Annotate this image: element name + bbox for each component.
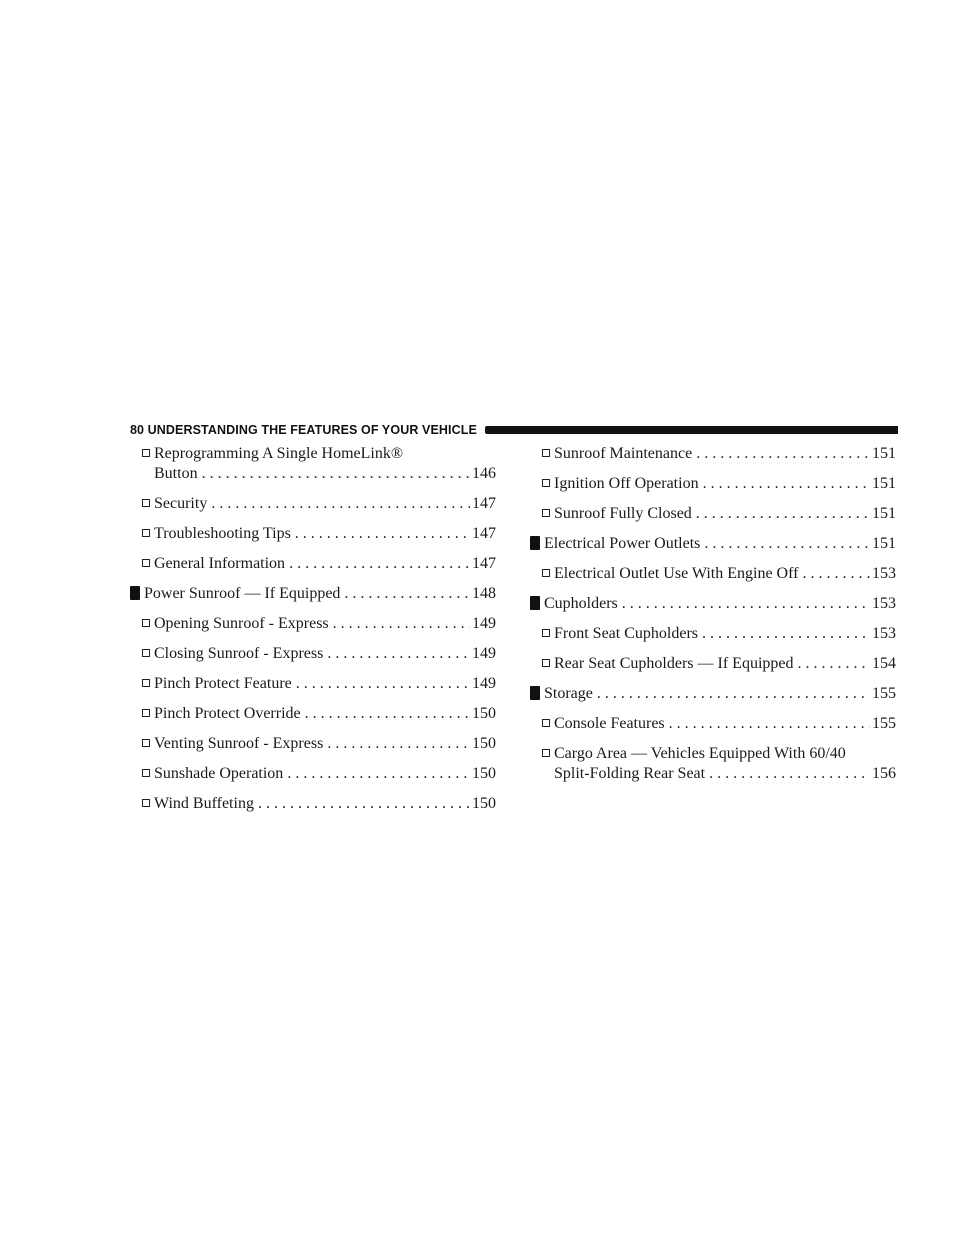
toc-entry-label: General Information [154,555,286,572]
toc-entry-body [544,534,896,554]
toc-entry[interactable] [130,444,496,484]
toc-entry-line [154,464,496,484]
toc-entry-label: Security [154,495,208,512]
page-header-text: 80 UNDERSTANDING THE FEATURES OF YOUR VEHICLE [130,423,477,437]
toc-page-number: 153 [872,625,896,642]
toc-entry-label: Pinch Protect Override [154,705,301,722]
toc-dot-leader [702,624,870,644]
solid-square-bullet-icon [530,596,540,610]
toc-dot-leader [802,564,870,584]
toc-entry-line [554,764,896,784]
toc-page-number: 150 [472,795,496,812]
toc-entry-label: Troubleshooting Tips [154,525,291,542]
toc-entry-label: Opening Sunroof - Express [154,615,329,632]
toc-entry-line [554,564,896,584]
toc-dot-leader [696,444,870,464]
toc-entry-label: Sunroof Maintenance [554,445,693,462]
toc-entry-label: Rear Seat Cupholders — If Equipped [554,655,794,672]
toc-entry-line [154,734,496,754]
toc-entry-line [154,614,496,634]
toc-entry-body [544,594,896,614]
toc-entry-body [554,474,896,494]
toc-page-number: 147 [472,495,496,512]
toc-entry-line [154,794,496,814]
toc-entry[interactable] [130,704,496,724]
toc-entry-label: Split-Folding Rear Seat [554,765,706,782]
toc-entry-body [154,674,496,694]
toc-page-number: 156 [872,765,896,782]
toc-dot-leader [305,704,470,724]
toc-dot-leader [296,674,470,694]
toc-page-number: 151 [872,505,896,522]
toc-entry-label: Venting Sunroof - Express [154,735,324,752]
toc-page-number: 155 [872,685,896,702]
toc-entry-label: Power Sunroof — If Equipped [144,585,341,602]
toc-page-number: 151 [872,535,896,552]
toc-entry-body [554,654,896,674]
toc-entry-label: Sunroof Fully Closed [554,505,692,522]
toc-entry-label: Button [154,465,198,482]
toc-dot-leader [696,504,870,524]
hollow-square-bullet-icon [542,509,550,517]
toc-entry-line [154,764,496,784]
toc-entry-line [554,744,896,764]
hollow-square-bullet-icon [542,719,550,727]
toc-entry-body [154,644,496,664]
toc-dot-leader [703,474,870,494]
toc-page-number: 153 [872,565,896,582]
hollow-square-bullet-icon [142,499,150,507]
hollow-square-bullet-icon [142,799,150,807]
header-rule-bar [485,426,898,434]
toc-dot-leader [211,494,470,514]
toc-page-number: 151 [872,475,896,492]
toc-entry-body [544,684,896,704]
toc-page-number: 150 [472,735,496,752]
toc-entry[interactable] [530,474,896,494]
hollow-square-bullet-icon [142,559,150,567]
toc-page-number: 153 [872,595,896,612]
toc-page-number: 151 [872,445,896,462]
toc-entry[interactable] [530,444,896,464]
toc-entry[interactable] [130,494,496,514]
toc-entry[interactable] [130,524,496,544]
toc-dot-leader [798,654,871,674]
toc-page-number: 150 [472,765,496,782]
toc-entry-body [154,524,496,544]
hollow-square-bullet-icon [142,769,150,777]
toc-page-number: 149 [472,675,496,692]
toc-dot-leader [333,614,470,634]
toc-dot-leader [258,794,470,814]
toc-entry-label: Front Seat Cupholders [554,625,698,642]
toc-entry-line [554,504,896,524]
toc-entry[interactable] [530,564,896,584]
toc-entry-label: Storage [544,685,593,702]
toc-entry-body [144,584,496,604]
toc-entry-line [154,494,496,514]
toc-entry[interactable] [530,654,896,674]
toc-entry[interactable] [530,684,896,704]
toc-entry-line [554,624,896,644]
toc-dot-leader [709,764,870,784]
toc-entry[interactable] [530,594,896,614]
toc-entry-line [144,584,496,604]
toc-entry[interactable] [130,764,496,784]
toc-entry-body [154,734,496,754]
hollow-square-bullet-icon [542,659,550,667]
hollow-square-bullet-icon [542,569,550,577]
hollow-square-bullet-icon [142,529,150,537]
toc-dot-leader [344,584,470,604]
toc-entry-label: Reprogramming A Single HomeLink® [154,445,404,462]
toc-left-column [130,444,496,824]
toc-entry[interactable] [530,624,896,644]
toc-entry-label: Pinch Protect Feature [154,675,292,692]
hollow-square-bullet-icon [542,629,550,637]
toc-entry[interactable] [130,614,496,634]
toc-page-number: 154 [872,655,896,672]
toc-entry-label: Wind Buffeting [154,795,254,812]
hollow-square-bullet-icon [542,479,550,487]
toc-entry-body [154,764,496,784]
toc-entry-body [154,494,496,514]
toc-page-number: 149 [472,645,496,662]
toc-entry[interactable] [130,734,496,754]
toc-entry-body [554,444,896,464]
toc-entry-body [154,444,496,484]
toc-entry-line [554,444,896,464]
toc-entry-label: Cargo Area — Vehicles Equipped With 60/40 [554,745,846,762]
toc-entry-body [154,794,496,814]
toc-entry-line [544,594,896,614]
toc-entry-line [554,654,896,674]
toc-dot-leader [295,524,470,544]
toc-dot-leader [327,734,470,754]
toc-page-number: 149 [472,615,496,632]
hollow-square-bullet-icon [142,649,150,657]
hollow-square-bullet-icon [142,619,150,627]
toc-entry-body [554,714,896,734]
hollow-square-bullet-icon [142,449,150,457]
toc-entry-label: Electrical Outlet Use With Engine Off [554,565,799,582]
toc-dot-leader [327,644,470,664]
toc-entry-line [554,474,896,494]
toc-entry-label: Ignition Off Operation [554,475,699,492]
toc-entry-body [554,744,896,784]
toc-entry-line [154,644,496,664]
solid-square-bullet-icon [130,586,140,600]
toc-entry-label: Closing Sunroof - Express [154,645,324,662]
toc-entry[interactable] [130,674,496,694]
toc-page-number: 155 [872,715,896,732]
toc-page-number: 147 [472,555,496,572]
toc-dot-leader [622,594,870,614]
solid-square-bullet-icon [530,536,540,550]
toc-page-number: 148 [472,585,496,602]
toc-dot-leader [289,554,470,574]
toc-entry-body [554,564,896,584]
toc-entry-body [154,554,496,574]
toc-entry[interactable] [530,534,896,554]
hollow-square-bullet-icon [142,709,150,717]
toc-entry-label: Sunshade Operation [154,765,284,782]
toc-entry-body [554,504,896,524]
toc-page-number: 150 [472,705,496,722]
toc-entry[interactable] [530,744,896,784]
toc-entry-line [154,674,496,694]
hollow-square-bullet-icon [542,749,550,757]
hollow-square-bullet-icon [542,449,550,457]
toc-entry-line [154,554,496,574]
toc-entry[interactable] [530,714,896,734]
toc-entry[interactable] [530,504,896,524]
toc-entry[interactable] [130,584,496,604]
toc-entry[interactable] [130,554,496,574]
toc-entry-body [154,614,496,634]
toc-entry-line [554,714,896,734]
solid-square-bullet-icon [530,686,540,700]
toc-entry-body [154,704,496,724]
toc-dot-leader [669,714,870,734]
toc-entry-line [544,534,896,554]
toc-dot-leader [597,684,870,704]
toc-dot-leader [202,464,470,484]
toc-entry-label: Electrical Power Outlets [544,535,701,552]
toc-right-column [530,444,896,794]
toc-entry[interactable] [130,644,496,664]
toc-entry-line [154,704,496,724]
toc-dot-leader [287,764,470,784]
toc-entry[interactable] [130,794,496,814]
toc-entry-line [154,444,496,464]
toc-entry-label: Console Features [554,715,665,732]
toc-entry-body [554,624,896,644]
toc-page-number: 146 [472,465,496,482]
toc-entry-label: Cupholders [544,595,618,612]
page-header [130,422,898,438]
toc-entry-line [544,684,896,704]
hollow-square-bullet-icon [142,679,150,687]
toc-dot-leader [704,534,870,554]
toc-page-number: 147 [472,525,496,542]
hollow-square-bullet-icon [142,739,150,747]
toc-entry-line [154,524,496,544]
